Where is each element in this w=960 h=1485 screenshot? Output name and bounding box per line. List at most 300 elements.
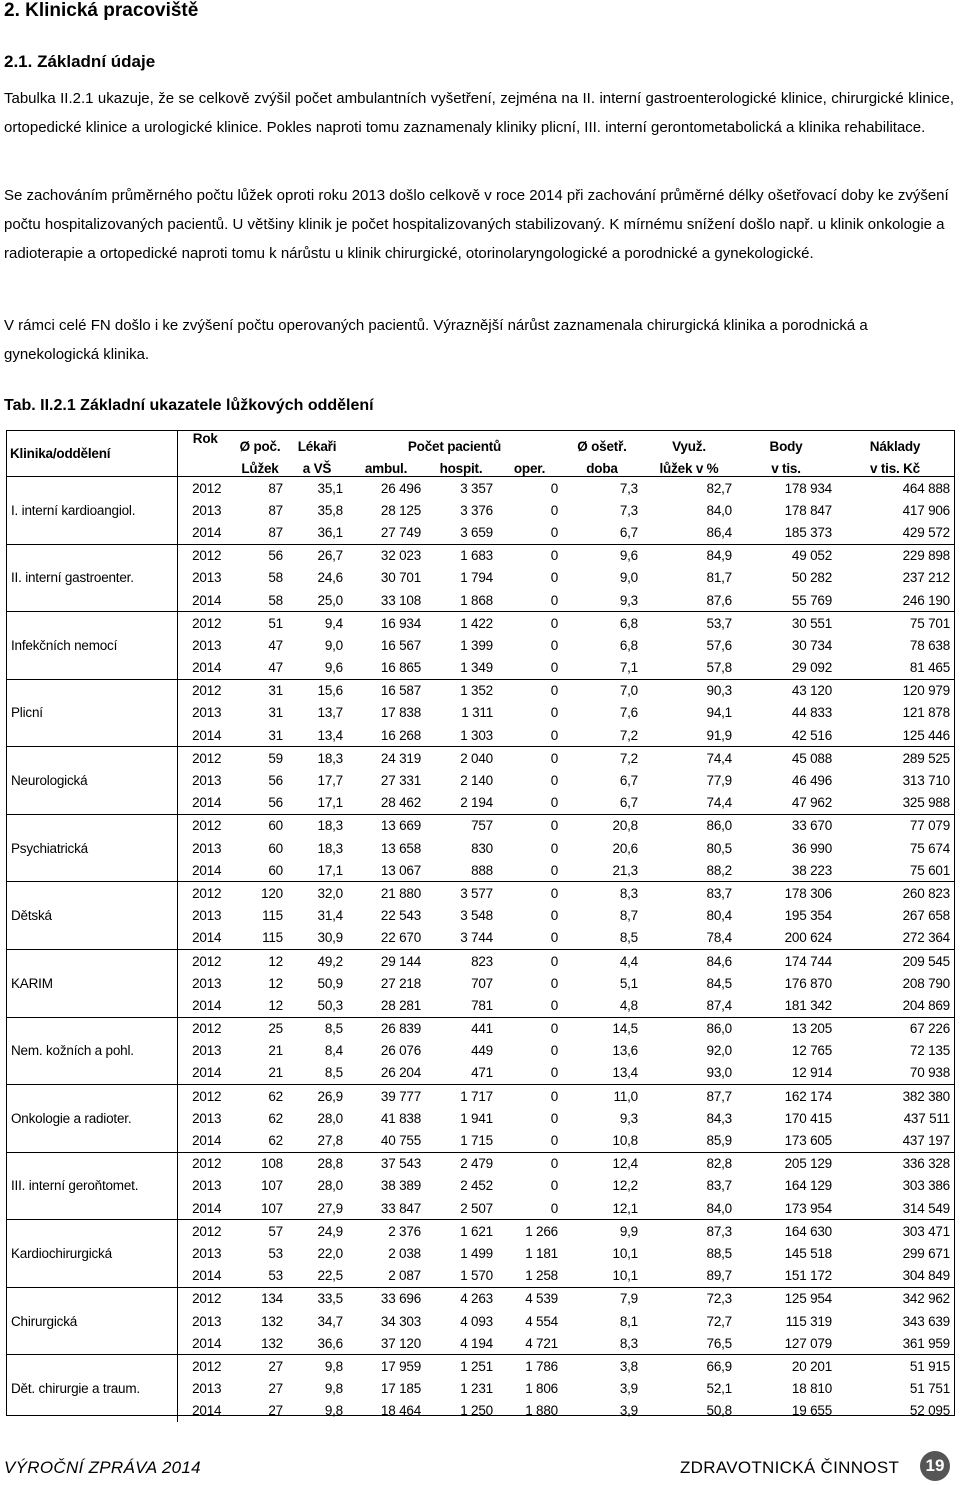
points-cell: 38 223	[736, 859, 836, 882]
costs-cell: 437 197	[836, 1129, 954, 1152]
hospitalized-cell: 2 140	[460, 773, 493, 789]
points-cell: 200 624	[736, 927, 836, 950]
points-cell: 115 319	[785, 1313, 832, 1329]
beds-cell: 47	[268, 637, 283, 653]
points-cell: 13 205	[791, 1021, 832, 1037]
avg-stay-cell: 7,3	[619, 502, 638, 518]
points-cell: 173 954	[736, 1197, 836, 1220]
points-cell: 170 415	[784, 1110, 832, 1126]
costs-cell: 343 639	[902, 1313, 950, 1329]
year-cell: 2014	[177, 792, 233, 815]
points-cell: 181 342	[736, 994, 836, 1017]
year-cell: 2014	[177, 1197, 233, 1220]
hospitalized-cell: 3 577	[460, 885, 493, 901]
col-header-vyuziti: Využ.	[672, 439, 706, 454]
table-body	[7, 477, 954, 1422]
table-row	[7, 544, 954, 567]
beds-cell: 60	[268, 840, 283, 856]
doctors-cell: 17,1	[287, 792, 347, 815]
ward-name: Nem. kožních a pohl.	[7, 1017, 177, 1085]
points-cell: 19 655	[791, 1403, 832, 1419]
doctors-cell: 9,8	[324, 1381, 343, 1397]
costs-cell: 303 386	[902, 1178, 950, 1194]
ambulatory-cell: 33 696	[380, 1291, 421, 1307]
beds-cell: 51	[268, 615, 283, 631]
doctors-cell: 22,5	[287, 1265, 347, 1288]
beds-cell: 53	[268, 1245, 283, 1261]
ambulatory-cell: 33 108	[347, 589, 425, 612]
avg-stay-cell: 5,1	[619, 975, 638, 991]
year-cell: 2013	[192, 1110, 222, 1126]
bed-usage-cell: 57,8	[642, 657, 736, 680]
hospitalized-cell: 3 357	[460, 480, 493, 496]
doctors-cell: 9,8	[324, 1358, 343, 1374]
beds-cell: 47	[233, 657, 287, 680]
beds-cell: 134	[261, 1291, 283, 1307]
points-cell: 29 092	[736, 657, 836, 680]
hospitalized-cell: 4 194	[425, 1332, 497, 1355]
doctors-cell: 28,8	[317, 1156, 343, 1172]
hospitalized-cell: 3 548	[460, 908, 493, 924]
hospitalized-cell: 1 352	[460, 683, 493, 699]
hospitalized-cell: 2 507	[425, 1197, 497, 1220]
operated-cell: 0	[550, 908, 558, 924]
ambulatory-cell: 17 185	[380, 1381, 421, 1397]
avg-stay-cell: 3,9	[619, 1403, 638, 1419]
doctors-cell: 9,6	[287, 657, 347, 680]
ward-name: Onkologie a radioter.	[7, 1085, 177, 1153]
avg-stay-cell: 8,1	[619, 1313, 638, 1329]
beds-cell: 25	[268, 1021, 283, 1037]
points-cell: 185 373	[736, 521, 836, 544]
costs-cell: 70 938	[836, 1062, 954, 1085]
hospitalized-cell: 3 376	[460, 502, 493, 518]
costs-cell: 267 658	[902, 908, 950, 924]
doctors-cell: 30,9	[287, 927, 347, 950]
year-cell: 2012	[192, 1291, 222, 1307]
avg-stay-cell: 7,2	[562, 724, 642, 747]
year-cell: 2013	[192, 502, 222, 518]
points-cell: 45 088	[791, 750, 832, 766]
year-cell: 2014	[192, 1403, 222, 1419]
operated-cell: 0	[550, 885, 558, 901]
doctors-cell: 36,6	[287, 1332, 347, 1355]
points-cell: 178 847	[784, 502, 832, 518]
operated-cell: 0	[497, 724, 562, 747]
operated-cell: 0	[550, 840, 558, 856]
year-cell: 2013	[192, 1245, 222, 1261]
year-cell: 2014	[177, 927, 233, 950]
ward-name: Dětská	[7, 882, 177, 950]
paragraph-2: Se zachováním průměrného počtu lůžek oproti roku 2013 došlo celkově v roce 2014 při zachování průměrné délky ošetřovací doby ke zvýšení počtu hospitalizovaných pacientů. U většiny klinik je počet hospitalizovaných stabilizovaný. K mírnému snížení došlo např. u klinik onkologie a radioterapie a ortopedické naproti tomu k nárůstu u klinik chirurgické, otorinolaryngologické a porodnické a gynekologické.	[4, 187, 949, 262]
avg-stay-cell: 6,7	[562, 521, 642, 544]
ambulatory-cell: 27 331	[380, 773, 421, 789]
ward-name: III. interní geroňtomet.	[7, 1152, 177, 1220]
doctors-cell: 49,2	[317, 953, 343, 969]
year-cell: 2012	[192, 818, 222, 834]
ambulatory-cell: 13 669	[380, 818, 421, 834]
year-cell: 2014	[177, 657, 233, 680]
points-cell: 162 174	[784, 1088, 832, 1104]
hospitalized-cell: 1 717	[460, 1088, 493, 1104]
operated-cell: 0	[550, 637, 558, 653]
bed-usage-cell: 86,0	[706, 1021, 732, 1037]
ambulatory-cell: 16 865	[347, 657, 425, 680]
bed-usage-cell: 84,6	[706, 953, 732, 969]
costs-cell: 67 226	[909, 1021, 950, 1037]
beds-cell: 12	[268, 953, 283, 969]
operated-cell: 0	[550, 773, 558, 789]
operated-cell: 0	[550, 570, 558, 586]
ambulatory-cell: 27 218	[380, 975, 421, 991]
operated-cell: 0	[550, 502, 558, 518]
doctors-cell: 50,9	[317, 975, 343, 991]
year-cell: 2012	[192, 750, 222, 766]
year-cell: 2014	[177, 859, 233, 882]
ambulatory-cell: 26 076	[380, 1043, 421, 1059]
beds-cell: 12	[233, 994, 287, 1017]
avg-stay-cell: 3,8	[619, 1358, 638, 1374]
points-cell: 174 744	[784, 953, 832, 969]
ambulatory-cell: 27 749	[347, 521, 425, 544]
avg-stay-cell: 7,3	[619, 480, 638, 496]
hospitalized-cell: 2 452	[460, 1178, 493, 1194]
operated-cell: 1 258	[497, 1265, 562, 1288]
operated-cell: 1 181	[525, 1245, 558, 1261]
beds-cell: 107	[233, 1197, 287, 1220]
year-cell: 2013	[192, 705, 222, 721]
year-cell: 2013	[192, 1178, 222, 1194]
points-cell: 20 201	[791, 1358, 832, 1374]
hospitalized-cell: 1 399	[460, 637, 493, 653]
doctors-cell: 25,0	[287, 589, 347, 612]
operated-cell: 0	[550, 683, 558, 699]
costs-cell: 77 079	[909, 818, 950, 834]
year-cell: 2012	[192, 1223, 222, 1239]
bed-usage-cell: 74,4	[706, 750, 732, 766]
avg-stay-cell: 9,0	[619, 570, 638, 586]
beds-cell: 87	[268, 502, 283, 518]
operated-cell: 0	[550, 1178, 558, 1194]
points-cell: 145 518	[784, 1245, 832, 1261]
year-cell: 2014	[177, 1129, 233, 1152]
points-cell: 30 551	[791, 615, 832, 631]
table-row	[7, 612, 954, 635]
costs-cell: 78 638	[909, 637, 950, 653]
costs-cell: 303 471	[902, 1223, 950, 1239]
costs-cell: 325 988	[836, 792, 954, 815]
points-cell: 43 120	[791, 683, 832, 699]
bed-usage-cell: 84,3	[706, 1110, 732, 1126]
year-cell: 2014	[177, 1265, 233, 1288]
points-cell: 195 354	[784, 908, 832, 924]
hospitalized-cell: 1 715	[425, 1129, 497, 1152]
hospitalized-cell: 2 194	[425, 792, 497, 815]
year-cell: 2012	[192, 1088, 222, 1104]
col-header-rok-blank	[177, 454, 233, 477]
operated-cell: 0	[497, 589, 562, 612]
paragraph-3: V rámci celé FN došlo i ke zvýšení počtu operovaných pacientů. Výraznější nárůst zaznamenala chirurgická klinika a porodnická a gynekologická klinika.	[4, 317, 868, 363]
bed-usage-cell: 52,1	[706, 1381, 732, 1397]
col-header-oper: oper.	[497, 454, 562, 477]
hospitalized-cell: 1 621	[460, 1223, 493, 1239]
hospitalized-cell: 1 499	[460, 1245, 493, 1261]
ward-indicators-table	[6, 430, 955, 1419]
points-cell: 178 934	[784, 480, 832, 496]
doctors-cell: 35,1	[317, 480, 343, 496]
costs-cell: 314 549	[836, 1197, 954, 1220]
avg-stay-cell: 20,6	[612, 840, 638, 856]
table-row	[7, 882, 954, 905]
year-cell: 2013	[192, 975, 222, 991]
year-cell: 2012	[192, 1021, 222, 1037]
costs-cell: 209 545	[902, 953, 950, 969]
points-cell: 125 954	[784, 1291, 832, 1307]
costs-cell: 429 572	[836, 521, 954, 544]
bed-usage-cell: 53,7	[706, 615, 732, 631]
avg-stay-cell: 7,1	[562, 657, 642, 680]
beds-cell: 115	[233, 927, 287, 950]
ambulatory-cell: 33 847	[347, 1197, 425, 1220]
beds-cell: 108	[261, 1156, 283, 1172]
ambulatory-cell: 38 389	[380, 1178, 421, 1194]
points-cell: 18 810	[791, 1381, 832, 1397]
operated-cell: 0	[497, 1197, 562, 1220]
avg-stay-cell: 3,9	[619, 1381, 638, 1397]
year-cell: 2012	[192, 615, 222, 631]
ward-name: II. interní gastroenter.	[7, 544, 177, 612]
year-cell: 2013	[192, 840, 222, 856]
beds-cell: 27	[268, 1403, 283, 1419]
ward-name: Psychiatrická	[7, 814, 177, 882]
bed-usage-cell: 82,7	[706, 480, 732, 496]
table-row	[7, 1287, 954, 1310]
operated-cell: 0	[550, 750, 558, 766]
points-cell: 33 670	[791, 818, 832, 834]
col-header-luzek: Ø poč.	[239, 439, 281, 454]
ambulatory-cell: 18 464	[380, 1403, 421, 1419]
operated-cell: 1 266	[525, 1223, 558, 1239]
costs-cell: 204 869	[836, 994, 954, 1017]
col-header-hospit: hospit.	[425, 454, 497, 477]
hospitalized-cell: 1 349	[425, 657, 497, 680]
beds-cell: 31	[268, 683, 283, 699]
col-header-oset-doba: Ø ošetř.	[577, 439, 627, 454]
operated-cell: 4 539	[525, 1291, 558, 1307]
avg-stay-cell: 6,7	[562, 792, 642, 815]
avg-stay-cell: 8,5	[562, 927, 642, 950]
points-cell: 12 914	[736, 1062, 836, 1085]
points-cell: 205 129	[784, 1156, 832, 1172]
costs-cell: 121 878	[902, 705, 950, 721]
bed-usage-cell: 76,5	[642, 1332, 736, 1355]
operated-cell: 0	[550, 818, 558, 834]
ambulatory-cell: 29 144	[380, 953, 421, 969]
avg-stay-cell: 20,8	[612, 818, 638, 834]
points-cell: 50 282	[791, 570, 832, 586]
avg-stay-cell: 6,7	[619, 773, 638, 789]
ward-name: I. interní kardioangiol.	[7, 477, 177, 545]
beds-cell: 31	[268, 705, 283, 721]
bed-usage-cell: 57,6	[706, 637, 732, 653]
points-cell: 127 079	[736, 1332, 836, 1355]
bed-usage-cell: 80,4	[706, 908, 732, 924]
table-row	[7, 747, 954, 770]
ambulatory-cell: 17 959	[380, 1358, 421, 1374]
doctors-cell: 27,8	[287, 1129, 347, 1152]
costs-cell: 289 525	[902, 750, 950, 766]
avg-stay-cell: 4,4	[619, 953, 638, 969]
doctors-cell: 31,4	[317, 908, 343, 924]
hospitalized-cell: 1 941	[460, 1110, 493, 1126]
avg-stay-cell: 7,6	[619, 705, 638, 721]
beds-cell: 57	[268, 1223, 283, 1239]
doctors-cell: 28,0	[317, 1178, 343, 1194]
beds-cell: 115	[262, 908, 283, 924]
operated-cell: 0	[550, 1088, 558, 1104]
points-cell: 151 172	[736, 1265, 836, 1288]
operated-cell: 0	[497, 994, 562, 1017]
beds-cell: 56	[268, 548, 283, 564]
bed-usage-cell: 86,0	[706, 818, 732, 834]
doctors-cell: 8,5	[287, 1062, 347, 1085]
year-cell: 2012	[192, 480, 222, 496]
table-row	[7, 1017, 954, 1040]
ambulatory-cell: 16 934	[380, 615, 421, 631]
ambulatory-cell: 40 755	[347, 1129, 425, 1152]
doctors-cell: 32,0	[317, 885, 343, 901]
beds-cell: 132	[261, 1313, 283, 1329]
doctors-cell: 9,8	[324, 1403, 343, 1419]
beds-cell: 53	[233, 1265, 287, 1288]
costs-cell: 342 962	[902, 1291, 950, 1307]
doctors-cell: 50,3	[287, 994, 347, 1017]
col-header-pocet-pacientu: Počet pacientů	[407, 439, 502, 454]
operated-cell: 0	[550, 548, 558, 564]
bed-usage-cell: 93,0	[642, 1062, 736, 1085]
costs-cell: 208 790	[902, 975, 950, 991]
bed-usage-cell: 94,1	[706, 705, 732, 721]
beds-cell: 27	[268, 1381, 283, 1397]
operated-cell: 4 554	[525, 1313, 558, 1329]
year-cell: 2012	[192, 683, 222, 699]
hospitalized-cell: 4 263	[460, 1291, 493, 1307]
year-cell: 2014	[177, 994, 233, 1017]
year-cell: 2014	[177, 1332, 233, 1355]
avg-stay-cell: 7,9	[619, 1291, 638, 1307]
costs-cell: 125 446	[836, 724, 954, 747]
hospitalized-cell: 449	[471, 1043, 493, 1059]
operated-cell: 0	[497, 1062, 562, 1085]
bed-usage-cell: 92,0	[706, 1043, 732, 1059]
table-row	[7, 1220, 954, 1243]
year-cell: 2012	[192, 953, 222, 969]
ambulatory-cell: 22 543	[380, 908, 421, 924]
year-cell: 2013	[192, 773, 222, 789]
page-number-badge: 19	[920, 1451, 950, 1481]
avg-stay-cell: 10,8	[562, 1129, 642, 1152]
costs-cell: 272 364	[836, 927, 954, 950]
ambulatory-cell: 39 777	[380, 1088, 421, 1104]
hospitalized-cell: 1 422	[460, 615, 493, 631]
costs-cell: 417 906	[902, 502, 950, 518]
costs-cell: 304 849	[836, 1265, 954, 1288]
costs-cell: 51 751	[909, 1381, 950, 1397]
operated-cell: 0	[550, 953, 558, 969]
ambulatory-cell: 2 087	[347, 1265, 425, 1288]
hospitalized-cell: 441	[471, 1021, 493, 1037]
ward-name: KARIM	[7, 949, 177, 1017]
bed-usage-cell: 80,5	[706, 840, 732, 856]
bed-usage-cell: 89,7	[642, 1265, 736, 1288]
bed-usage-cell: 84,0	[706, 502, 732, 518]
beds-cell: 58	[233, 589, 287, 612]
costs-cell: 260 823	[902, 885, 950, 901]
footer-report-title: VÝROČNÍ ZPRÁVA 2014	[4, 1458, 201, 1477]
hospitalized-cell: 1 250	[460, 1403, 493, 1419]
hospitalized-cell: 823	[471, 953, 493, 969]
bed-usage-cell: 72,7	[706, 1313, 732, 1329]
paragraph-1: Tabulka II.2.1 ukazuje, že se celkově zvýšil počet ambulantních vyšetření, zejména na II. interní gastroenterologické klinice, chirurgické klinice, ortopedické klinice a urologické klinice. Pokles naproti tomu zaznamenaly kliniky plicní, III. interní gerontometabolická a klinika rehabilitace.	[4, 90, 954, 136]
bed-usage-cell: 90,3	[706, 683, 732, 699]
footer-section-name: ZDRAVOTNICKÁ ČINNOST	[680, 1458, 900, 1477]
col-header-naklady-2: v tis. Kč	[836, 454, 954, 477]
beds-cell: 132	[233, 1332, 287, 1355]
avg-stay-cell: 21,3	[562, 859, 642, 882]
ambulatory-cell: 30 701	[380, 570, 421, 586]
year-cell: 2013	[192, 570, 222, 586]
table-row	[7, 1152, 954, 1175]
avg-stay-cell: 7,0	[619, 683, 638, 699]
hospitalized-cell: 1 868	[425, 589, 497, 612]
beds-cell: 107	[261, 1178, 283, 1194]
col-header-klinika: Klinika/oddělení	[7, 431, 177, 477]
costs-cell: 464 888	[902, 480, 950, 496]
avg-stay-cell: 9,3	[562, 589, 642, 612]
points-cell: 176 870	[784, 975, 832, 991]
avg-stay-cell: 10,1	[562, 1265, 642, 1288]
points-cell: 44 833	[791, 705, 832, 721]
hospitalized-cell: 1 311	[461, 705, 493, 721]
ward-name: Kardiochirurgická	[7, 1220, 177, 1288]
points-cell: 12 765	[791, 1043, 832, 1059]
points-cell: 42 516	[736, 724, 836, 747]
ambulatory-cell: 28 125	[380, 502, 421, 518]
table-row	[7, 949, 954, 972]
hospitalized-cell: 757	[471, 818, 493, 834]
ambulatory-cell: 22 670	[347, 927, 425, 950]
costs-cell: 75 701	[909, 615, 950, 631]
avg-stay-cell: 10,1	[612, 1245, 638, 1261]
bed-usage-cell: 88,5	[706, 1245, 732, 1261]
table-row	[7, 1355, 954, 1378]
points-cell: 164 129	[784, 1178, 832, 1194]
table-row	[7, 1085, 954, 1108]
operated-cell: 0	[550, 1156, 558, 1172]
ambulatory-cell: 13 658	[380, 840, 421, 856]
operated-cell: 1 786	[525, 1358, 558, 1374]
hospitalized-cell: 2 479	[460, 1156, 493, 1172]
ward-name: Neurologická	[7, 747, 177, 815]
doctors-cell: 9,0	[324, 637, 343, 653]
avg-stay-cell: 6,8	[619, 637, 638, 653]
year-cell: 2014	[177, 589, 233, 612]
operated-cell: 1 806	[525, 1381, 558, 1397]
hospitalized-cell: 4 093	[460, 1313, 493, 1329]
doctors-cell: 26,7	[317, 548, 343, 564]
beds-cell: 62	[268, 1110, 283, 1126]
avg-stay-cell: 12,4	[612, 1156, 638, 1172]
